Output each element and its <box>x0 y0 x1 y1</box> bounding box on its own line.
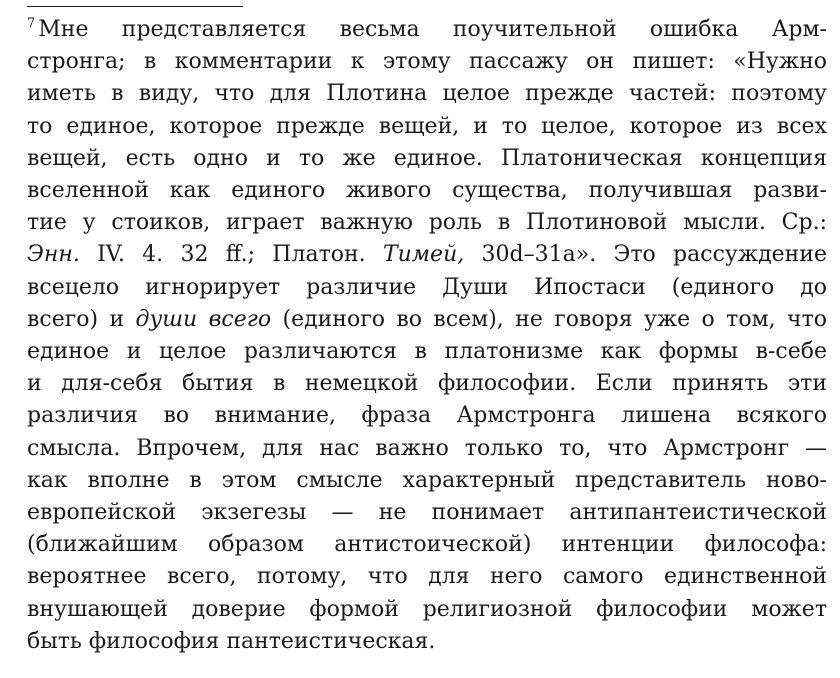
text-segment: (единого во всем), не говоря уже о том, что <box>271 306 828 332</box>
footnote-line <box>27 465 827 497</box>
text-segment: то единое, которое прежде вещей, и то целое, которое из всех <box>27 113 827 139</box>
text-segment: и для-себя бытия в немецкой философии. Если принять эти <box>27 371 827 397</box>
footnote-line <box>27 336 827 368</box>
footnote-line <box>27 594 827 626</box>
footnote-line <box>27 304 827 336</box>
footnote-line <box>27 497 827 529</box>
footnote-line <box>27 207 827 239</box>
text-segment: внушающей доверие формой религиозной философии может <box>27 596 827 622</box>
text-segment: смысла. Впрочем, для нас важно только то, что Армстронг — <box>27 435 827 461</box>
footnote-line <box>27 14 827 46</box>
footnote-line <box>27 272 827 304</box>
text-segment: IV. 4. 32 ff.; Платон. <box>79 242 383 268</box>
footnote-line <box>27 78 827 110</box>
footnote-line <box>27 626 827 658</box>
text-segment: иметь в виду, что для Плотина целое прежде частей: поэтому <box>27 81 827 107</box>
text-segment: вещей, есть одно и то же единое. Платоническая концепция <box>27 145 827 171</box>
footnote-line <box>27 143 827 175</box>
text-segment: вселенной как единого живого существа, получившая разви- <box>27 178 827 204</box>
footnote-line <box>27 239 827 271</box>
text-segment: быть философия пантеистическая. <box>27 628 436 654</box>
text-segment: (ближайшим образом антистоической) интенции философа: <box>27 532 827 558</box>
italic-text-segment: души всего <box>135 306 272 332</box>
italic-text-segment: Тимей, <box>382 242 465 268</box>
footnote-line <box>27 368 827 400</box>
text-segment: единое и целое различаются в платонизме как формы в-себе <box>27 339 827 365</box>
text-segment: всецело игнорирует различие Души Ипостаси (единого до <box>27 274 827 300</box>
footnote-line <box>27 400 827 432</box>
text-segment: вероятнее всего, потому, что для него самого единственной <box>27 564 827 590</box>
footnote-line <box>27 111 827 143</box>
footnote-text <box>27 14 827 658</box>
footnote-marker: 7 <box>27 16 36 31</box>
footnote-line <box>27 433 827 465</box>
footnote-line <box>27 175 827 207</box>
footnote-line <box>27 561 827 593</box>
footnote-separator-rule <box>27 6 243 7</box>
italic-text-segment: Энн. <box>27 242 80 268</box>
text-segment: 30d–31a». Это рассуждение <box>464 242 827 268</box>
text-segment: европейской экзегезы — не понимает антипантеистической <box>27 500 827 526</box>
footnote-line <box>27 46 827 78</box>
text-segment: Мне представляется весьма поучительной ошибка Арм- <box>38 17 827 42</box>
text-segment: всего) и <box>27 306 136 332</box>
text-segment: стронга; в комментарии к этому пассажу он пишет: «Нужно <box>27 49 827 75</box>
footnote-line <box>27 529 827 561</box>
text-segment: различия во внимание, фраза Армстронга лишена всякого <box>27 403 827 429</box>
text-segment: как вполне в этом смысле характерный представитель ново- <box>27 467 827 493</box>
text-segment: тие у стоиков, играет важную роль в Плотиновой мысли. Ср.: <box>27 210 827 236</box>
